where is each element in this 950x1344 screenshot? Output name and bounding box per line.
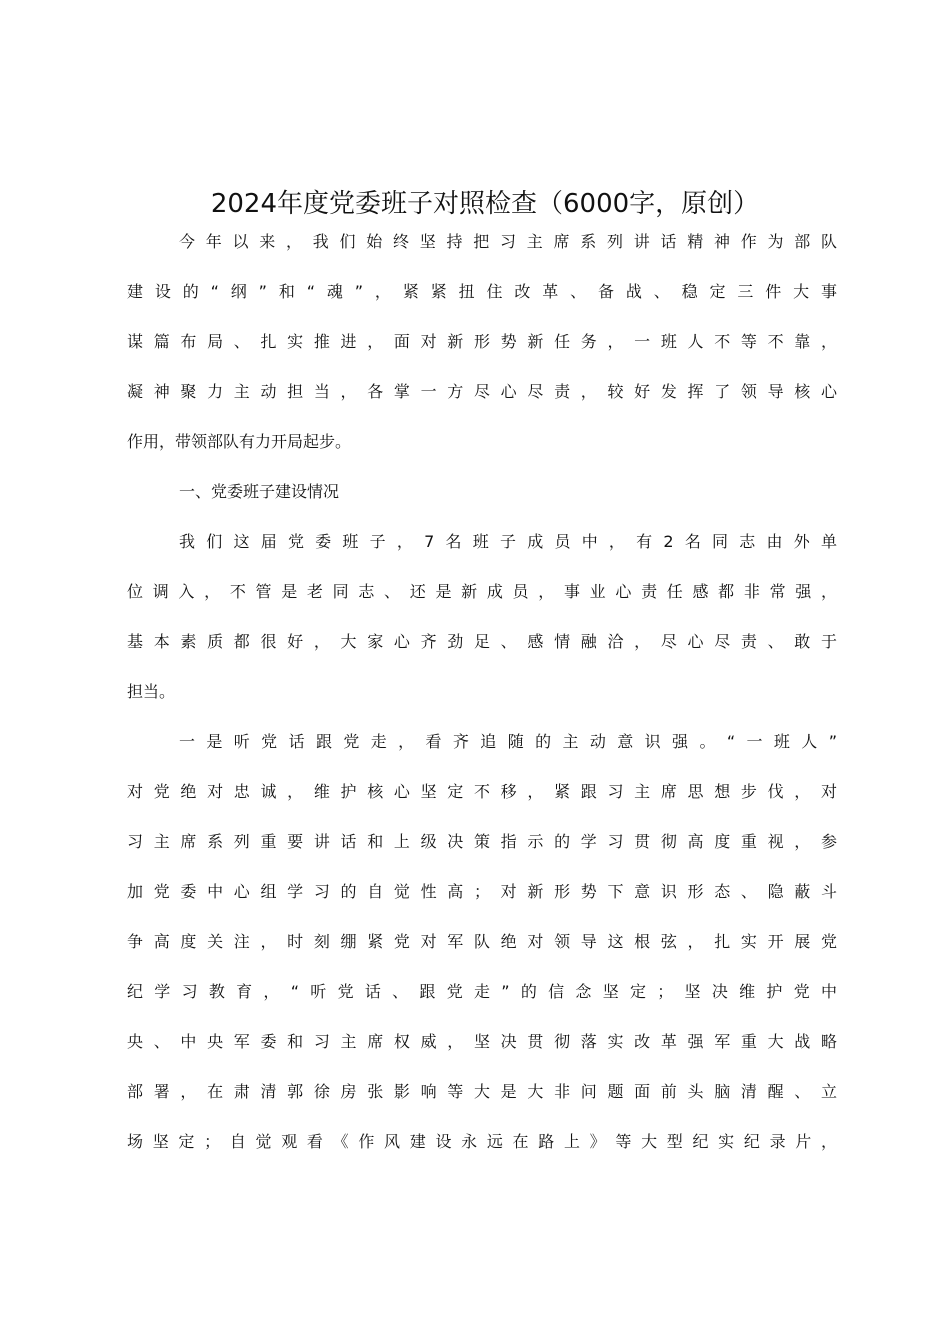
paragraph-line: 作用，带领部队有力开局起步。 — [127, 432, 352, 451]
paragraph-team — [127, 529, 837, 729]
paragraph-line: 基本素质都很好，大家心齐劲足、感情融洽，尽心尽责、敢于 — [127, 632, 837, 651]
paragraph-intro — [127, 229, 837, 479]
paragraph-point-one — [127, 729, 837, 1179]
section-heading — [127, 479, 837, 529]
paragraph-line: 一是听党话跟党走，看齐追随的主动意识强。“一班人” — [179, 732, 837, 751]
paragraph-line: 凝神聚力主动担当，各掌一方尽心尽责，较好发挥了领导核心 — [127, 382, 837, 401]
paragraph-line: 纪学习教育，“听党话、跟党走”的信念坚定；坚决维护党中 — [127, 982, 837, 1001]
paragraph-line: 争高度关注，时刻绷紧党对军队绝对领导这根弦，扎实开展党 — [127, 932, 837, 951]
section-heading-text: 一、党委班子建设情况 — [179, 482, 340, 501]
paragraph-line: 央、中央军委和习主席权威，坚决贯彻落实改革强军重大战略 — [127, 1032, 837, 1051]
paragraph-line: 担当。 — [127, 682, 176, 701]
paragraph-line: 今年以来，我们始终坚持把习主席系列讲话精神作为部队 — [179, 232, 837, 251]
paragraph-line: 我们这届党委班子，7名班子成员中，有2名同志由外单 — [179, 532, 837, 551]
paragraph-line: 部署，在肃清郭徐房张影响等大是大非问题面前头脑清醒、立 — [127, 1082, 837, 1101]
paragraph-line: 加党委中心组学习的自觉性高；对新形势下意识形态、隐蔽斗 — [127, 882, 837, 901]
paragraph-line: 场坚定；自觉观看《作风建设永远在路上》等大型纪实纪录片， — [127, 1132, 837, 1151]
paragraph-line: 对党绝对忠诚，维护核心坚定不移，紧跟习主席思想步伐，对 — [127, 782, 837, 801]
paragraph-line: 谋篇布局、扎实推进，面对新形势新任务，一班人不等不靠， — [127, 332, 837, 351]
document-page — [127, 179, 837, 1179]
paragraph-line: 习主席系列重要讲话和上级决策指示的学习贯彻高度重视，参 — [127, 832, 837, 851]
document-title: 2024年度党委班子对照检查（6000字，原创） — [210, 189, 760, 219]
paragraph-line: 建设的“纲”和“魂”，紧紧扭住改革、备战、稳定三件大事 — [127, 282, 837, 301]
paragraph-line: 位调入，不管是老同志、还是新成员，事业心责任感都非常强， — [127, 582, 837, 601]
